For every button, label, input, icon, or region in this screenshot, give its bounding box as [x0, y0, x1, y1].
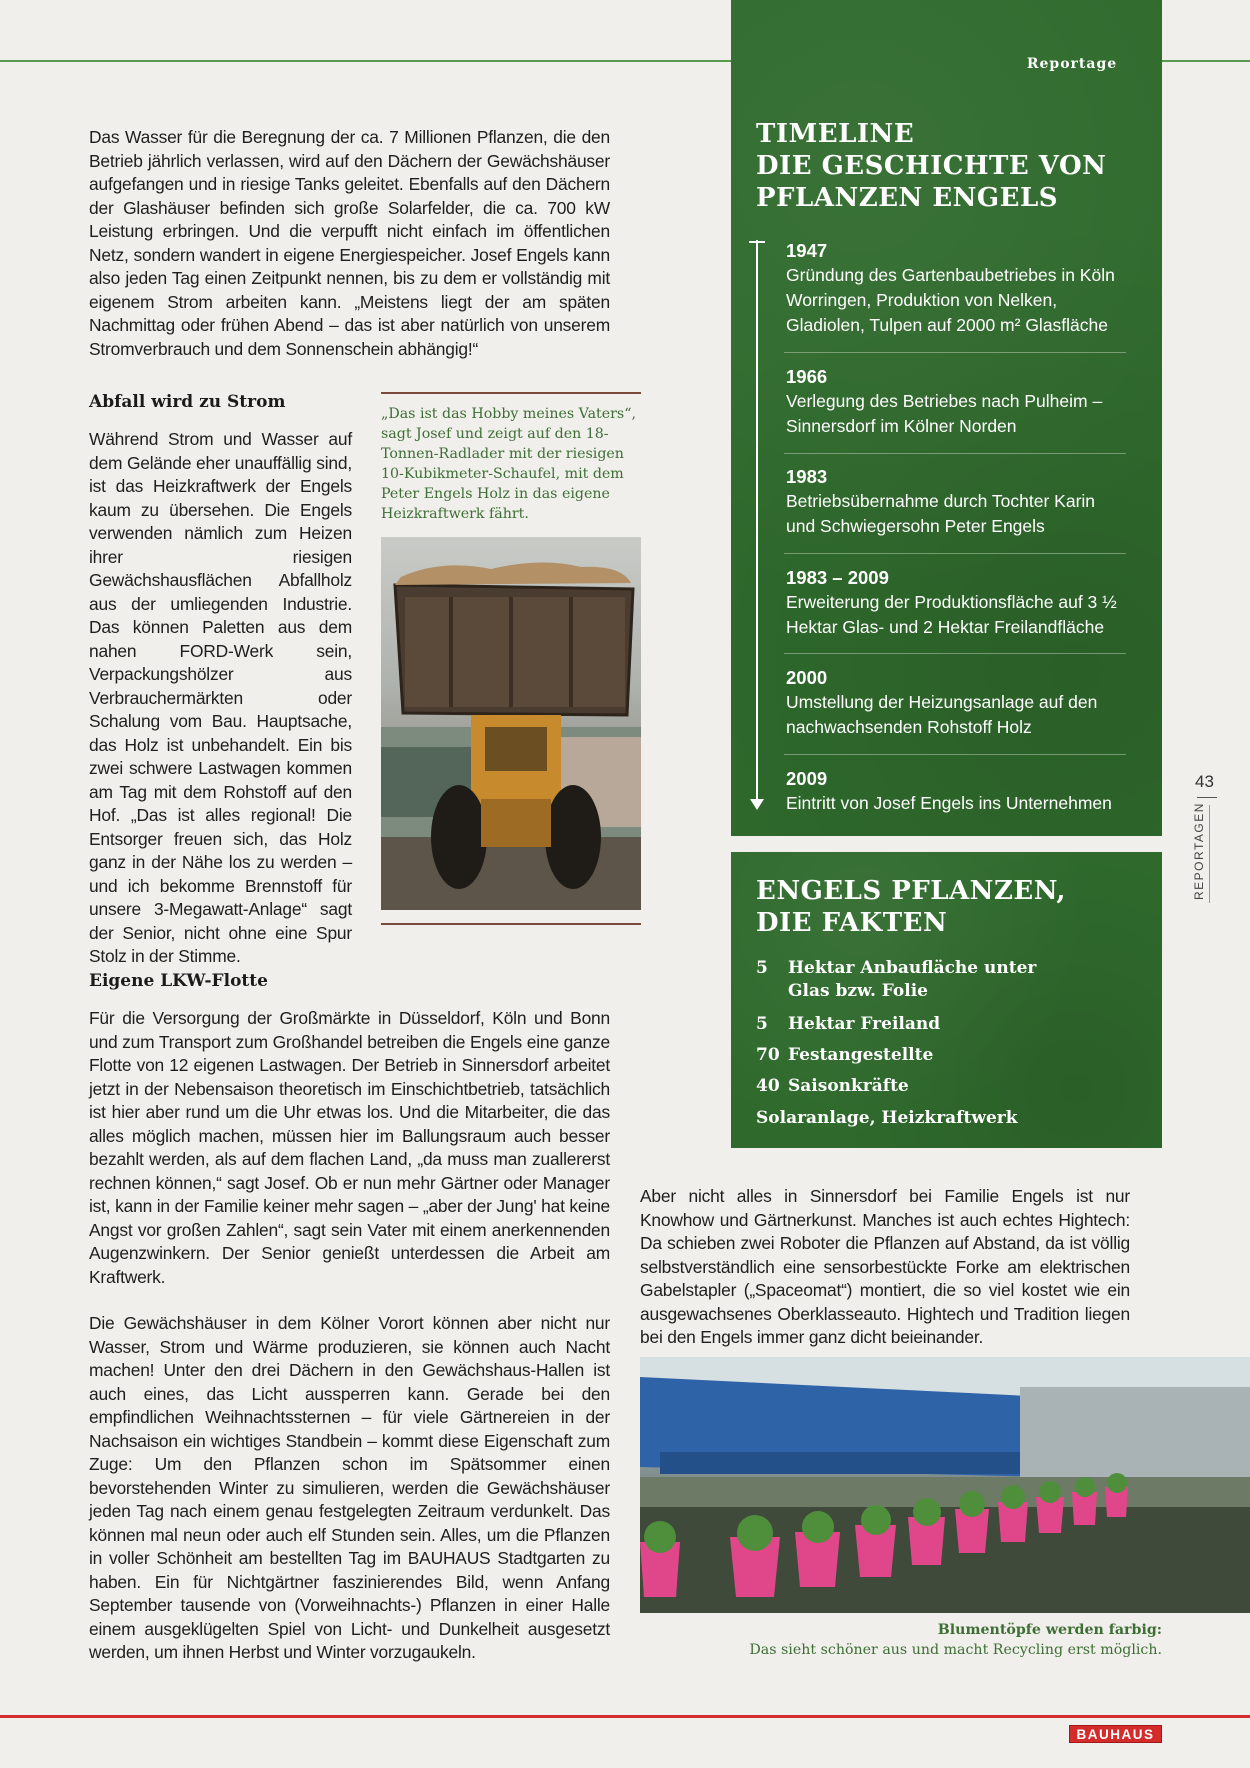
timeline-text: Erweiterung der Produktionsfläche auf 3 ½ Hektar Glas- und 2 Hektar Freilandfläche — [786, 592, 1117, 637]
timeline-separator — [784, 754, 1126, 755]
fact-number: 5 — [756, 958, 768, 978]
timeline-separator — [784, 453, 1126, 454]
timeline-year: 2000 — [786, 667, 828, 688]
timeline-text: Umstellung der Heizungsanlage auf den nachwachsenden Rohstoff Holz — [786, 692, 1098, 737]
timeline-separator — [784, 352, 1126, 353]
timeline-year: 1947 — [786, 240, 828, 261]
page-number: 43 — [1195, 772, 1214, 791]
section-heading-lkw: Eigene LKW-Flotte — [89, 971, 268, 991]
fact-row — [756, 1044, 933, 1067]
timeline-year: 1983 – 2009 — [786, 567, 889, 588]
timeline-text: Gründung des Gartenbaubetriebes in Köln Worringen, Produktion von Nelken, Gladiolen, Tulpen auf 2000 m² Glasfläche — [786, 265, 1115, 335]
fact-number: 70 — [756, 1045, 780, 1065]
timeline-entry — [786, 465, 1126, 539]
bauhaus-logo: BAUHAUS — [1069, 1725, 1162, 1743]
timeline-separator — [784, 553, 1126, 554]
fact-label-continued: Glas bzw. Folie — [788, 981, 928, 1001]
fact-label: Saisonkräfte — [788, 1076, 909, 1096]
timeline-arrow-tick — [749, 241, 765, 243]
section-text-darkness: Die Gewächshäuser in dem Kölner Vorort können aber nicht nur Wasser, Strom und Wärme produzieren, sie können auch Nacht machen! Unter den drei Dächern in den Gewächshaus-Hallen ist auch eines, das Licht aussperren kann. Gerade bei den empfindlichen Weihnachtssternen – für viele Gärtnereien in der Nachsaison ein wichtiges Standbein – kommt diese Eigenschaft zum Zuge: Um den Pflanzen schon im Spätsommer einen bevorstehenden Winter zu simulieren, werden die Gewächshäuser jeden Tag nach einem genau festgelegten Zeitraum verdunkelt. Das können mal neun oder auch elf Stunden sein. Alles, um die Pflanzen in voller Schönheit am bestellten Tag im BAUHAUS Stadtgarten zu haben. Ein für Nichtgärtner faszinierendes Bild, wenn Anfang September tausende von (Vorweihnachts-) Pflanzen in einer Halle einem ausgeklügelten Spiel von Licht- und Dunkelheit ausgesetzt werden, um ihnen Herbst und Winter vorzugaukeln. — [89, 1313, 610, 1662]
fact-row — [756, 1013, 940, 1036]
facts-title-line2: DIE FAKTEN — [756, 908, 948, 938]
flowerpot-robot-illustration — [640, 1357, 1250, 1613]
fact-label: Hektar Freiland — [788, 1014, 941, 1034]
timeline-title — [756, 118, 1156, 214]
fact-number: 40 — [756, 1076, 780, 1096]
timeline-title-line3: PFLANZEN ENGELS — [756, 183, 1059, 213]
caption-robot-heading: Blumentöpfe werden farbig: — [937, 1622, 1162, 1638]
caption-robot-text: Das sieht schöner aus und macht Recycling erst möglich. — [749, 1642, 1162, 1658]
timeline-entry — [786, 767, 1126, 816]
timeline-year: 1983 — [786, 466, 828, 487]
timeline-text: Betriebsübernahme durch Tochter Karin und Schwiegersohn Peter Engels — [786, 491, 1096, 536]
intro-paragraph: Das Wasser für die Beregnung der ca. 7 Millionen Pflanzen, die den Betrieb jährlich verlassen, wird auf den Dächern der Gewächshäuser aufgefangen und in riesige Tanks geleitet. Ebenfalls auf den Dächern der Glashäuser befinden sich große Solarfelder, die ca. 700 kW Leistung erbringen. Und die verpufft nicht einfach im öffentlichen Netz, sondern wandert in eigene Energiespeicher. Josef Engels kann also jeden Tag einen Zeitpunkt nennen, bis zu dem er vollständig mit eigenem Strom arbeiten kann. „Meistens liegt der am späten Nachmittag oder frühen Abend – das ist aber natürlich von unserem Stromverbrauch und dem Sonnenschein abhängig!“ — [89, 127, 610, 359]
timeline-arrow-line — [756, 240, 758, 802]
section-text-lkw: Für die Versorgung der Großmärkte in Düsseldorf, Köln und Bonn und zum Transport zum Großhandel betreiben die Engels eine ganze Flotte von 12 eigenen Lastwagen. Der Betrieb in Sinnersdorf arbeitet jetzt in der Nebensaison theoretisch im Einschichtbetrieb, tatsächlich ist hier aber rund um die Uhr etwas los. Und die Mitarbeiter, die das alles möglich machen, müssen hier im Ballungsraum auch besser bezahlt werden, als auf dem flachen Land, „da muss man zuallererst rechnen können,“ sagt Josef. Ob er nun mehr Gärtner oder Manager ist, kann in der Familie keiner mehr sagen – „aber der Jung' hat keine Angst vor großen Zahlen“, sagt sein Vater mit einem anerkennenden Augenzwinkern. Der Senior genießt unterdessen die Arbeit am Kraftwerk. — [89, 1008, 610, 1287]
fact-number: 5 — [756, 1014, 768, 1034]
page-number-rule — [1197, 797, 1217, 798]
timeline-entry — [786, 566, 1126, 640]
timeline-year: 1966 — [786, 366, 828, 387]
side-section-label: REPORTAGEN — [1192, 802, 1206, 900]
timeline-entry — [786, 365, 1126, 439]
timeline-title-line2: DIE GESCHICHTE VON — [756, 151, 1107, 181]
timeline-entry — [786, 239, 1126, 338]
timeline-year: 2009 — [786, 768, 828, 789]
section-label: Reportage — [1026, 56, 1118, 72]
section-text-abfall: Während Strom und Wasser auf dem Gelände eher unauffällig sind, ist das Heizkraftwerk der Engels kaum zu übersehen. Die Engels verwenden nämlich zum Heizen ihrer riesigen Gewächshausflächen Abfallholz aus der umliegenden Industrie. Das können Paletten aus dem nahen FORD-Werk sein, Verpackungshölzer aus Verbrauchermärkten oder Schalung vom Bau. Hauptsache, das Holz ist unbehandelt. Ein bis zwei schwere Lastwagen kommen am Tag mit dem Rohstoff auf den Hof. „Das ist alles regional! Die Entsorger freuen sich, das Holz ganz in der Nähe los zu werden – und ich bekomme Brennstoff für unsere 3-Megawatt-Anlage“ sagt der Senior, nicht ohne eine Spur Stolz in der Stimme. — [89, 429, 352, 966]
facts-title — [756, 875, 1156, 939]
fact-row — [756, 1075, 909, 1098]
fact-label: Hektar Anbaufläche unter — [788, 958, 1037, 978]
fact-label: Festangestellte — [788, 1045, 934, 1065]
side-rule — [1209, 805, 1210, 903]
fact-row — [756, 957, 1036, 1003]
timeline-text: Eintritt von Josef Engels ins Unternehmen — [786, 793, 1112, 813]
timeline-separator — [784, 653, 1126, 654]
photo-loader-rule — [381, 923, 641, 925]
fact-label: Solaranlage, Heizkraftwerk — [756, 1108, 1018, 1128]
wheel-loader-illustration — [381, 537, 641, 910]
bottom-rule — [0, 1715, 1250, 1718]
timeline-title-line1: TIMELINE — [756, 119, 915, 149]
timeline-entry — [786, 666, 1126, 740]
section-heading-abfall: Abfall wird zu Strom — [89, 392, 286, 412]
fact-row — [756, 1107, 1018, 1130]
timeline-text: Verlegung des Betriebes nach Pulheim – Sinnersdorf im Kölner Norden — [786, 391, 1103, 436]
timeline-arrow-head-icon — [750, 799, 764, 810]
photo-caption-loader: „Das ist das Hobby meines Vaters“, sagt Josef und zeigt auf den 18-Tonnen-Radlader mit der riesigen 10-Kubikmeter-Schaufel, mit dem Peter Engels Holz in das eigene Heizkraftwerk fährt. — [381, 392, 641, 524]
photo-wheel-loader — [381, 537, 641, 910]
photo-flowerpot-robot — [640, 1357, 1250, 1613]
facts-title-line1: ENGELS PFLANZEN, — [756, 876, 1066, 906]
right-paragraph: Aber nicht alles in Sinnersdorf bei Familie Engels ist nur Knowhow und Gärtnerkunst. Manches ist auch echtes Hightech: Da schieben zwei Roboter die Pflanzen auf Abstand, da ist völlig selbstverständlich eine sensorbestückte Forke am elektrischen Gabelstapler („Spaceomat“) montiert, die so viel kostet wie ein ausgewachsenes Oberklasseauto. Hightech und Tradition liegen bei den Engels immer ganz dicht beieinander. — [640, 1186, 1130, 1347]
photo-caption-robot — [640, 1620, 1162, 1660]
